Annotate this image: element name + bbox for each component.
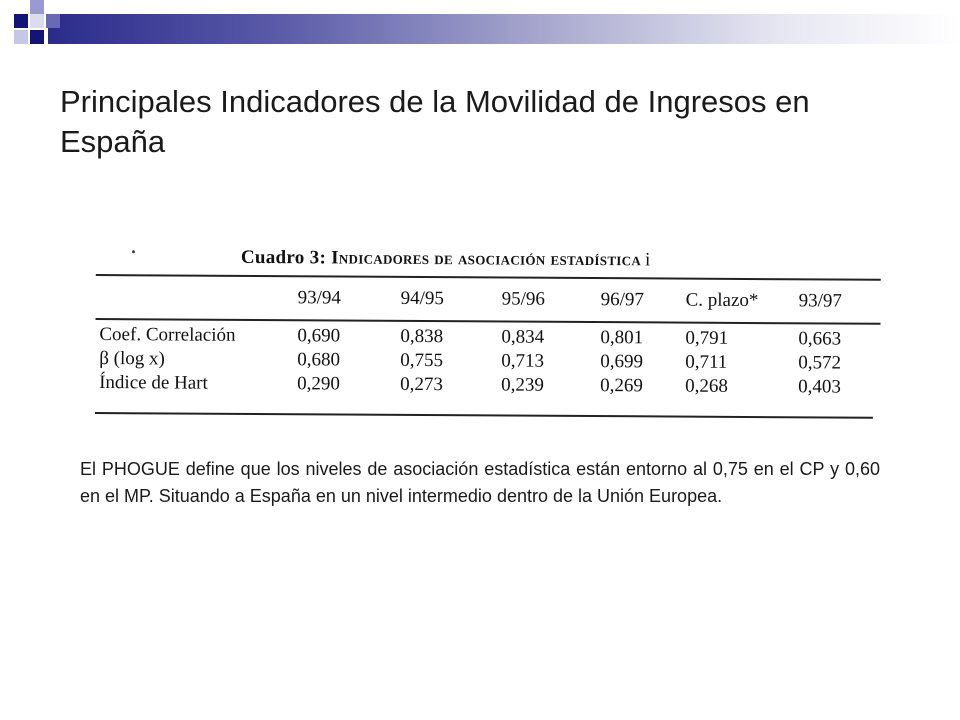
column-header: 95/96	[501, 288, 545, 310]
decor-square	[14, 14, 28, 28]
slide-description: El PHOGUE define que los niveles de asociación estadística están entorno al 0,75 en el CP y 0,60 en el MP. Situando a España en un nivel intermedio dentro de la Unión Europea.	[80, 459, 880, 506]
column-header: C. plazo*	[685, 289, 759, 312]
table-cell: 0,713	[501, 350, 545, 372]
column-header: 93/94	[297, 287, 341, 309]
table-cell: 0,403	[798, 376, 841, 398]
caption-mark: i	[645, 249, 651, 271]
table-cell: 0,273	[400, 373, 443, 396]
table-cell: 0,791	[685, 327, 729, 349]
table-caption	[241, 247, 651, 272]
table-rule-top	[96, 274, 881, 281]
caption-main: Indicadores de asociación estadística	[331, 247, 642, 271]
table-cell: 0,680	[297, 349, 341, 371]
top-decorative-band	[0, 0, 960, 46]
slide-title: Principales Indicadores de la Movilidad de Ingresos en España	[60, 84, 810, 159]
decor-square	[46, 14, 60, 28]
table-cell: 0,663	[798, 328, 842, 350]
row-label: β (log x)	[99, 348, 165, 370]
table-rule-bottom	[95, 412, 873, 418]
table-cell: 0,838	[400, 325, 444, 348]
decor-square	[30, 14, 44, 28]
table-cell: 0,268	[685, 375, 728, 397]
row-label: Coef. Correlación	[99, 324, 236, 346]
decor-square	[30, 30, 44, 44]
caption-prefix: Cuadro 3:	[240, 246, 332, 269]
row-label: Índice de Hart	[99, 372, 208, 394]
table-cell: 0,711	[685, 351, 728, 373]
column-header: 96/97	[600, 289, 644, 311]
table-cell: 0,834	[501, 326, 545, 348]
table-rule-header	[96, 318, 881, 324]
gradient-bar	[48, 14, 960, 44]
decor-square	[14, 30, 28, 44]
table-cell: 0,239	[501, 374, 544, 396]
table-cell: 0,269	[600, 375, 643, 397]
table-cell: 0,801	[600, 327, 644, 349]
scan-speck	[132, 250, 135, 253]
column-header: 93/97	[798, 290, 842, 312]
table-cell: 0,290	[297, 373, 340, 395]
table-cell: 0,572	[798, 352, 842, 374]
table-cell: 0,690	[297, 325, 341, 347]
table-cell: 0,755	[400, 349, 444, 372]
scanned-table	[95, 240, 881, 425]
decor-square	[30, 0, 44, 14]
column-header: 94/95	[400, 287, 444, 310]
table-cell: 0,699	[600, 351, 644, 373]
